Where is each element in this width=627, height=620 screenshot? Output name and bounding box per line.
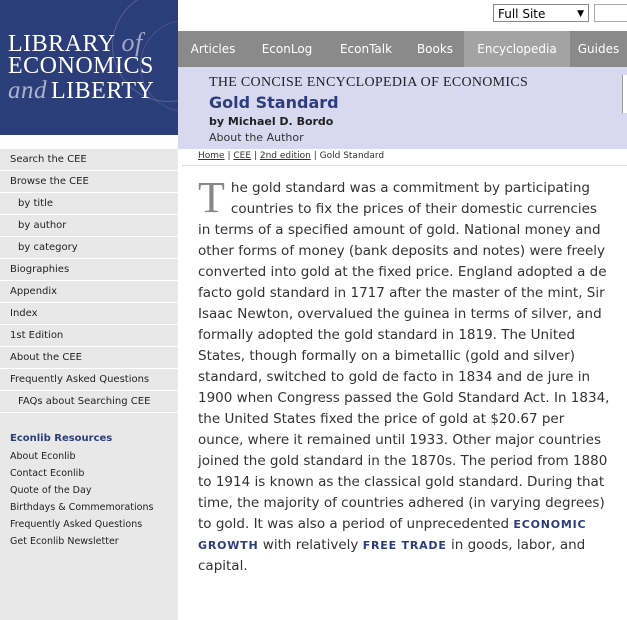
resource-link-birthdays[interactable]: Birthdays & Commemorations [10, 502, 154, 513]
logo-line-3: and LIBERTY [8, 77, 155, 104]
logo-line-1: LIBRARY of [8, 28, 143, 57]
header-edge [622, 75, 627, 113]
divider [182, 165, 627, 166]
sidebar-item-index[interactable]: Index [0, 303, 178, 325]
sidebar-item-search[interactable]: Search the CEE [0, 149, 178, 171]
breadcrumb [198, 151, 384, 161]
link-economic-growth[interactable]: ECONOMIC GROWTH [198, 518, 587, 552]
breadcrumb-home[interactable]: Home [198, 151, 225, 161]
search-input[interactable] [594, 4, 627, 22]
resource-link-newsletter[interactable]: Get Econlib Newsletter [10, 536, 119, 547]
series-title[interactable]: THE CONCISE ENCYCLOPEDIA OF ECONOMICS [209, 75, 529, 90]
sidebar-item-faq[interactable]: Frequently Asked Questions [0, 369, 178, 391]
sidebar-item-by-category[interactable]: by category [0, 237, 178, 259]
article-text: with relatively [262, 537, 359, 553]
main-nav [178, 31, 627, 67]
sidebar-item-by-title[interactable]: by title [0, 193, 178, 215]
about-author-link[interactable]: About the Author [209, 131, 304, 144]
sidebar-item-browse[interactable]: Browse the CEE [0, 171, 178, 193]
author-byline: by Michael D. Bordo [209, 115, 334, 128]
site-logo[interactable] [0, 0, 178, 135]
nav-books[interactable]: Books [416, 42, 454, 56]
nav-encyclopedia[interactable]: Encyclopedia [464, 31, 570, 67]
econlib-resources [10, 433, 170, 550]
chevron-down-icon: ▼ [577, 9, 584, 19]
link-free-trade[interactable]: FREE TRADE [362, 539, 447, 552]
article-body [198, 173, 610, 577]
breadcrumb-separator: | [227, 151, 231, 161]
search-strip [178, 0, 627, 31]
article-text: in goods, labor, and capital. [198, 537, 586, 574]
resource-link-about[interactable]: About Econlib [10, 451, 76, 462]
sidebar [0, 135, 178, 620]
nav-articles[interactable]: Articles [190, 42, 236, 56]
sidebar-spacer [0, 135, 178, 149]
breadcrumb-current: Gold Standard [319, 151, 385, 161]
resource-link-faq[interactable]: Frequently Asked Questions [10, 519, 143, 530]
sidebar-menu [0, 149, 178, 413]
sidebar-item-biographies[interactable]: Biographies [0, 259, 178, 281]
drop-cap: T [198, 173, 225, 222]
page-title: Gold Standard [209, 93, 339, 112]
sidebar-item-about[interactable]: About the CEE [0, 347, 178, 369]
article-text: he gold standard was a commitment by participating countries to fix the prices of their domestic currencies in terms of a specified amount of gold. National money and other forms of money (bank deposits and notes) were freely converted into gold at the fixed price. England adopted a de facto gold standard in 1717 after the master of the mint, Sir Isaac Newton, overvalued the guinea in terms of silver, and formally adopted the gold standard in 1819. The United States, though formally on a bimetallic (gold and silver) standard, switched to gold de facto in 1834 and de jure in 1900 when Congress passed the Gold Standard Act. In 1834, the United States fixed the price of gold at $20.67 per ounce, where it remained until 1933. Other major countries joined the gold standard in the 1870s. The period from 1880 to 1914 is known as the classical gold standard. During that time, the majority of countries adhered (in varying degrees) to gold. It was also a period of unprecedented [198, 180, 610, 532]
breadcrumb-separator: | [253, 151, 257, 161]
resources-heading: Econlib Resources [10, 433, 113, 444]
sidebar-item-appendix[interactable]: Appendix [0, 281, 178, 303]
sidebar-item-faq-search[interactable]: FAQs about Searching CEE [0, 391, 178, 413]
nav-econlog[interactable]: EconLog [261, 42, 313, 56]
logo-line-2: ECONOMICS [8, 53, 154, 79]
breadcrumb-edition[interactable]: 2nd edition [259, 151, 311, 161]
nav-econtalk[interactable]: EconTalk [339, 42, 393, 56]
resource-link-contact[interactable]: Contact Econlib [10, 468, 85, 479]
sidebar-item-by-author[interactable]: by author [0, 215, 178, 237]
breadcrumb-separator: | [313, 151, 317, 161]
breadcrumb-cee[interactable]: CEE [233, 151, 252, 161]
resource-link-quote[interactable]: Quote of the Day [10, 485, 92, 496]
sidebar-item-1st-edition[interactable]: 1st Edition [0, 325, 178, 347]
article-header [178, 67, 627, 149]
nav-guides[interactable]: Guides [577, 42, 620, 56]
search-scope-select[interactable]: Full Site ▼ [493, 4, 589, 22]
